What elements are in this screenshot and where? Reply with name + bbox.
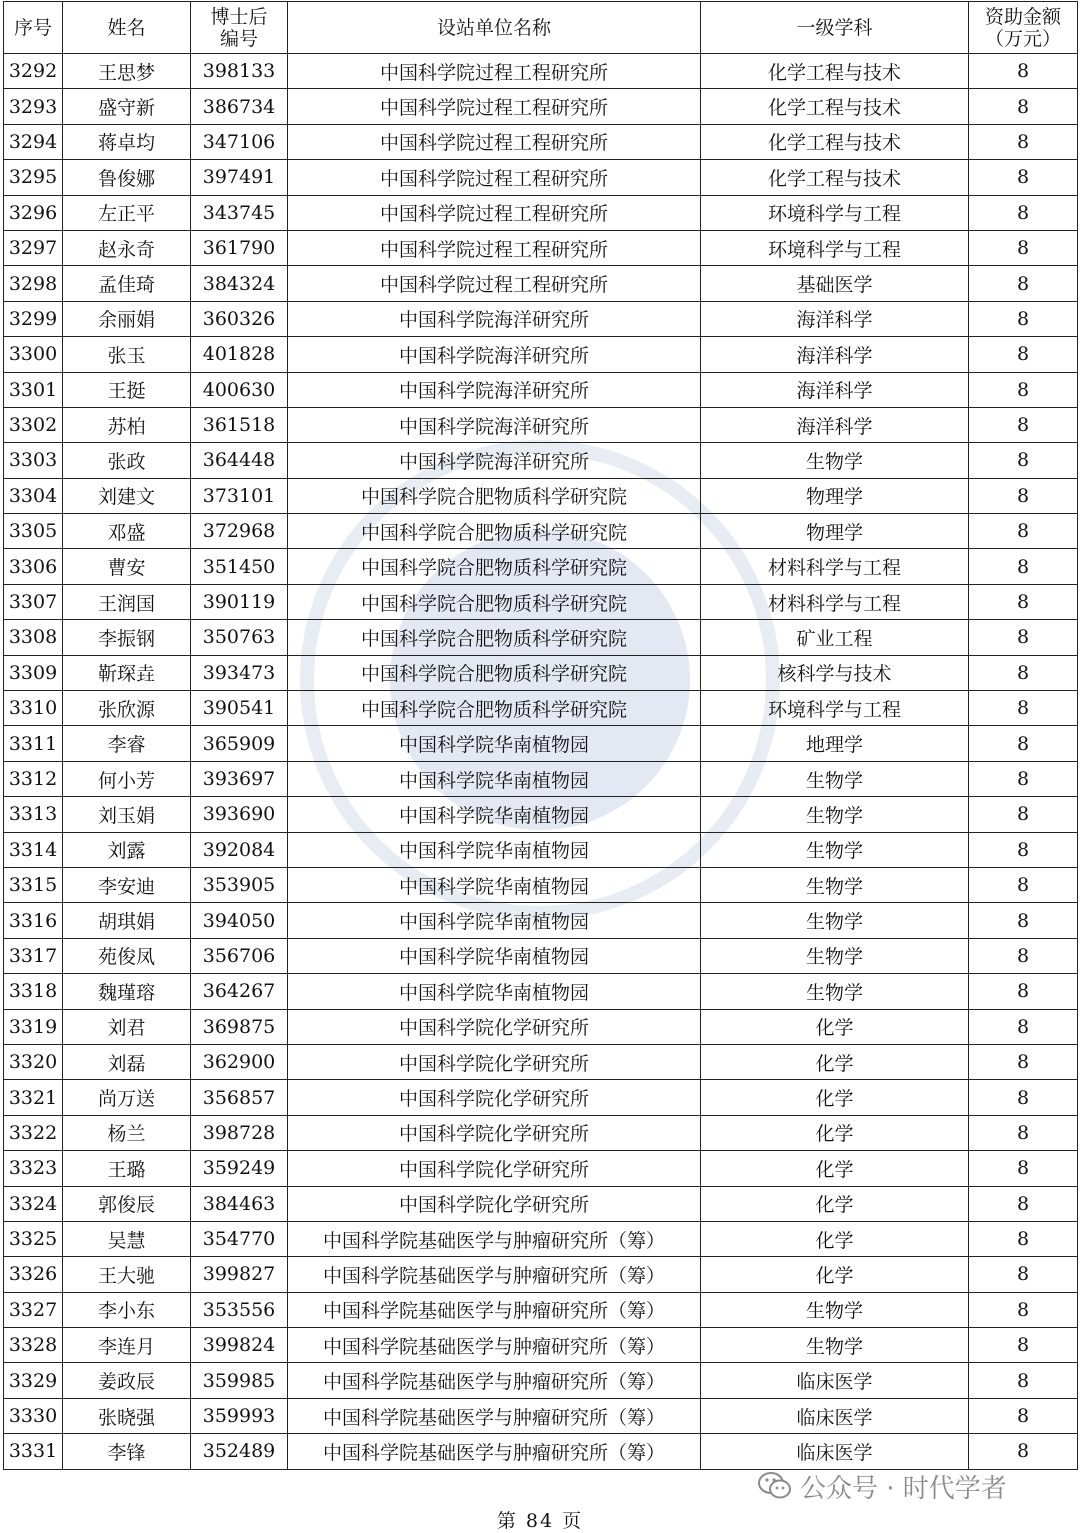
cell-postdoc-id: 401828 xyxy=(191,337,288,372)
table-row xyxy=(4,1434,1078,1469)
cell-amount: 8 xyxy=(969,1115,1078,1150)
cell-name: 郭俊辰 xyxy=(63,1186,191,1221)
table-row xyxy=(4,266,1078,301)
cell-seq: 3312 xyxy=(4,761,63,796)
cell-name: 邓盛 xyxy=(63,514,191,549)
cell-name: 吴慧 xyxy=(63,1221,191,1256)
cell-postdoc-id: 393697 xyxy=(191,761,288,796)
cell-seq: 3311 xyxy=(4,726,63,761)
table-row xyxy=(4,1363,1078,1398)
cell-seq: 3323 xyxy=(4,1151,63,1186)
cell-name: 杨兰 xyxy=(63,1115,191,1150)
cell-unit: 中国科学院过程工程研究所 xyxy=(288,266,701,301)
cell-unit: 中国科学院过程工程研究所 xyxy=(288,160,701,195)
cell-postdoc-id: 353556 xyxy=(191,1292,288,1327)
cell-unit: 中国科学院化学研究所 xyxy=(288,1186,701,1221)
cell-amount: 8 xyxy=(969,1328,1078,1363)
cell-amount: 8 xyxy=(969,89,1078,124)
cell-seq: 3316 xyxy=(4,903,63,938)
cell-subject: 地理学 xyxy=(701,726,969,761)
cell-seq: 3331 xyxy=(4,1434,63,1469)
account-watermark-text: 公众号 · 时代学者 xyxy=(800,1473,1007,1504)
cell-name: 王挺 xyxy=(63,372,191,407)
table-row xyxy=(4,1186,1078,1221)
cell-unit: 中国科学院合肥物质科学研究院 xyxy=(288,514,701,549)
cell-seq: 3295 xyxy=(4,160,63,195)
table-row xyxy=(4,1221,1078,1256)
cell-name: 尚万送 xyxy=(63,1080,191,1115)
cell-amount: 8 xyxy=(969,266,1078,301)
header-subject: 一级学科 xyxy=(701,2,969,54)
cell-unit: 中国科学院华南植物园 xyxy=(288,867,701,902)
cell-postdoc-id: 384463 xyxy=(191,1186,288,1221)
cell-unit: 中国科学院合肥物质科学研究院 xyxy=(288,691,701,726)
cell-seq: 3327 xyxy=(4,1292,63,1327)
cell-postdoc-id: 364267 xyxy=(191,974,288,1009)
cell-postdoc-id: 360326 xyxy=(191,301,288,336)
table-row xyxy=(4,301,1078,336)
cell-subject: 临床医学 xyxy=(701,1398,969,1433)
table-row xyxy=(4,1151,1078,1186)
cell-unit: 中国科学院华南植物园 xyxy=(288,938,701,973)
cell-subject: 生物学 xyxy=(701,1328,969,1363)
cell-name: 张晓强 xyxy=(63,1398,191,1433)
cell-postdoc-id: 398133 xyxy=(191,54,288,89)
table-header-row xyxy=(4,2,1078,54)
cell-unit: 中国科学院合肥物质科学研究院 xyxy=(288,584,701,619)
cell-postdoc-id: 390119 xyxy=(191,584,288,619)
cell-name: 李安迪 xyxy=(63,867,191,902)
cell-subject: 物理学 xyxy=(701,478,969,513)
cell-seq: 3321 xyxy=(4,1080,63,1115)
cell-seq: 3308 xyxy=(4,620,63,655)
cell-seq: 3317 xyxy=(4,938,63,973)
cell-seq: 3325 xyxy=(4,1221,63,1256)
cell-postdoc-id: 361790 xyxy=(191,230,288,265)
cell-unit: 中国科学院基础医学与肿瘤研究所（筹） xyxy=(288,1257,701,1292)
cell-unit: 中国科学院过程工程研究所 xyxy=(288,89,701,124)
cell-amount: 8 xyxy=(969,195,1078,230)
cell-postdoc-id: 356857 xyxy=(191,1080,288,1115)
cell-amount: 8 xyxy=(969,1009,1078,1044)
cell-amount: 8 xyxy=(969,1434,1078,1469)
cell-unit: 中国科学院华南植物园 xyxy=(288,974,701,1009)
header-postdoc-id xyxy=(191,2,288,54)
cell-seq: 3304 xyxy=(4,478,63,513)
cell-postdoc-id: 364448 xyxy=(191,443,288,478)
cell-amount: 8 xyxy=(969,1221,1078,1256)
page-number: 第 84 页 xyxy=(496,1510,584,1532)
table-row xyxy=(4,160,1078,195)
cell-subject: 海洋科学 xyxy=(701,301,969,336)
cell-unit: 中国科学院合肥物质科学研究院 xyxy=(288,478,701,513)
cell-seq: 3329 xyxy=(4,1363,63,1398)
cell-name: 李连月 xyxy=(63,1328,191,1363)
table-row xyxy=(4,903,1078,938)
cell-unit: 中国科学院过程工程研究所 xyxy=(288,54,701,89)
cell-name: 刘玉娟 xyxy=(63,797,191,832)
cell-seq: 3294 xyxy=(4,124,63,159)
cell-postdoc-id: 394050 xyxy=(191,903,288,938)
cell-unit: 中国科学院过程工程研究所 xyxy=(288,124,701,159)
header-amount-line1: 资助金额 xyxy=(984,5,1061,28)
cell-seq: 3309 xyxy=(4,655,63,690)
cell-amount: 8 xyxy=(969,443,1078,478)
cell-seq: 3296 xyxy=(4,195,63,230)
table-row xyxy=(4,54,1078,89)
header-name: 姓名 xyxy=(63,2,191,54)
cell-name: 刘磊 xyxy=(63,1044,191,1079)
table-row xyxy=(4,514,1078,549)
table-row xyxy=(4,938,1078,973)
cell-seq: 3305 xyxy=(4,514,63,549)
cell-subject: 生物学 xyxy=(701,1292,969,1327)
cell-amount: 8 xyxy=(969,337,1078,372)
cell-amount: 8 xyxy=(969,584,1078,619)
wechat-icon xyxy=(758,1471,792,1501)
cell-unit: 中国科学院化学研究所 xyxy=(288,1044,701,1079)
table-row xyxy=(4,691,1078,726)
cell-name: 张玉 xyxy=(63,337,191,372)
cell-subject: 生物学 xyxy=(701,443,969,478)
table-row xyxy=(4,372,1078,407)
cell-postdoc-id: 359985 xyxy=(191,1363,288,1398)
cell-subject: 化学 xyxy=(701,1080,969,1115)
cell-seq: 3326 xyxy=(4,1257,63,1292)
cell-subject: 生物学 xyxy=(701,832,969,867)
cell-postdoc-id: 397491 xyxy=(191,160,288,195)
table-row xyxy=(4,230,1078,265)
cell-unit: 中国科学院华南植物园 xyxy=(288,797,701,832)
cell-subject: 海洋科学 xyxy=(701,407,969,442)
cell-unit: 中国科学院化学研究所 xyxy=(288,1151,701,1186)
cell-postdoc-id: 373101 xyxy=(191,478,288,513)
cell-postdoc-id: 399824 xyxy=(191,1328,288,1363)
cell-name: 孟佳琦 xyxy=(63,266,191,301)
cell-amount: 8 xyxy=(969,407,1078,442)
cell-seq: 3310 xyxy=(4,691,63,726)
header-amount xyxy=(969,2,1078,54)
cell-name: 李锋 xyxy=(63,1434,191,1469)
cell-amount: 8 xyxy=(969,903,1078,938)
table-row xyxy=(4,867,1078,902)
header-amount-line2: （万元） xyxy=(984,27,1061,50)
table-row xyxy=(4,1398,1078,1433)
cell-subject: 海洋科学 xyxy=(701,337,969,372)
cell-amount: 8 xyxy=(969,1292,1078,1327)
cell-name: 王思梦 xyxy=(63,54,191,89)
cell-postdoc-id: 354770 xyxy=(191,1221,288,1256)
cell-postdoc-id: 347106 xyxy=(191,124,288,159)
cell-postdoc-id: 400630 xyxy=(191,372,288,407)
cell-subject: 化学 xyxy=(701,1257,969,1292)
cell-subject: 化学 xyxy=(701,1186,969,1221)
table-row xyxy=(4,549,1078,584)
cell-amount: 8 xyxy=(969,867,1078,902)
cell-subject: 核科学与技术 xyxy=(701,655,969,690)
cell-name: 曹安 xyxy=(63,549,191,584)
cell-subject: 环境科学与工程 xyxy=(701,230,969,265)
cell-amount: 8 xyxy=(969,54,1078,89)
cell-unit: 中国科学院合肥物质科学研究院 xyxy=(288,655,701,690)
cell-unit: 中国科学院基础医学与肿瘤研究所（筹） xyxy=(288,1221,701,1256)
cell-name: 余丽娟 xyxy=(63,301,191,336)
cell-unit: 中国科学院化学研究所 xyxy=(288,1115,701,1150)
cell-seq: 3306 xyxy=(4,549,63,584)
cell-name: 赵永奇 xyxy=(63,230,191,265)
cell-seq: 3300 xyxy=(4,337,63,372)
cell-postdoc-id: 365909 xyxy=(191,726,288,761)
cell-seq: 3328 xyxy=(4,1328,63,1363)
table-row xyxy=(4,1044,1078,1079)
cell-unit: 中国科学院海洋研究所 xyxy=(288,301,701,336)
cell-name: 靳琛垚 xyxy=(63,655,191,690)
table-row xyxy=(4,726,1078,761)
table-row xyxy=(4,195,1078,230)
cell-postdoc-id: 350763 xyxy=(191,620,288,655)
table-row xyxy=(4,124,1078,159)
table-row xyxy=(4,620,1078,655)
cell-subject: 化学工程与技术 xyxy=(701,89,969,124)
cell-unit: 中国科学院华南植物园 xyxy=(288,761,701,796)
funding-roster-table xyxy=(3,1,1078,1470)
table-body xyxy=(4,54,1078,1470)
cell-unit: 中国科学院基础医学与肿瘤研究所（筹） xyxy=(288,1434,701,1469)
cell-postdoc-id: 359249 xyxy=(191,1151,288,1186)
cell-postdoc-id: 356706 xyxy=(191,938,288,973)
cell-amount: 8 xyxy=(969,1186,1078,1221)
cell-amount: 8 xyxy=(969,761,1078,796)
cell-name: 胡琪娟 xyxy=(63,903,191,938)
cell-name: 蒋卓均 xyxy=(63,124,191,159)
cell-name: 姜政辰 xyxy=(63,1363,191,1398)
cell-subject: 物理学 xyxy=(701,514,969,549)
cell-amount: 8 xyxy=(969,974,1078,1009)
cell-seq: 3297 xyxy=(4,230,63,265)
cell-seq: 3307 xyxy=(4,584,63,619)
cell-name: 盛守新 xyxy=(63,89,191,124)
cell-postdoc-id: 398728 xyxy=(191,1115,288,1150)
cell-unit: 中国科学院华南植物园 xyxy=(288,903,701,938)
cell-seq: 3303 xyxy=(4,443,63,478)
cell-subject: 材料科学与工程 xyxy=(701,549,969,584)
cell-amount: 8 xyxy=(969,301,1078,336)
cell-subject: 临床医学 xyxy=(701,1363,969,1398)
cell-subject: 化学 xyxy=(701,1044,969,1079)
cell-amount: 8 xyxy=(969,1080,1078,1115)
table-row xyxy=(4,478,1078,513)
header-unit: 设站单位名称 xyxy=(288,2,701,54)
cell-amount: 8 xyxy=(969,1257,1078,1292)
cell-unit: 中国科学院海洋研究所 xyxy=(288,372,701,407)
cell-subject: 基础医学 xyxy=(701,266,969,301)
cell-unit: 中国科学院基础医学与肿瘤研究所（筹） xyxy=(288,1328,701,1363)
cell-postdoc-id: 390541 xyxy=(191,691,288,726)
cell-amount: 8 xyxy=(969,549,1078,584)
table-row xyxy=(4,1115,1078,1150)
cell-postdoc-id: 361518 xyxy=(191,407,288,442)
cell-unit: 中国科学院华南植物园 xyxy=(288,726,701,761)
cell-seq: 3302 xyxy=(4,407,63,442)
table-row xyxy=(4,1080,1078,1115)
cell-seq: 3324 xyxy=(4,1186,63,1221)
cell-subject: 化学 xyxy=(701,1009,969,1044)
table-row xyxy=(4,761,1078,796)
cell-name: 鲁俊娜 xyxy=(63,160,191,195)
cell-subject: 生物学 xyxy=(701,903,969,938)
cell-name: 苑俊凤 xyxy=(63,938,191,973)
cell-amount: 8 xyxy=(969,160,1078,195)
cell-amount: 8 xyxy=(969,1044,1078,1079)
cell-subject: 化学工程与技术 xyxy=(701,54,969,89)
cell-seq: 3292 xyxy=(4,54,63,89)
cell-amount: 8 xyxy=(969,1398,1078,1433)
cell-unit: 中国科学院基础医学与肿瘤研究所（筹） xyxy=(288,1363,701,1398)
cell-subject: 材料科学与工程 xyxy=(701,584,969,619)
cell-name: 李小东 xyxy=(63,1292,191,1327)
cell-postdoc-id: 353905 xyxy=(191,867,288,902)
cell-subject: 生物学 xyxy=(701,974,969,1009)
cell-amount: 8 xyxy=(969,124,1078,159)
table-row xyxy=(4,89,1078,124)
cell-name: 苏柏 xyxy=(63,407,191,442)
cell-postdoc-id: 359993 xyxy=(191,1398,288,1433)
header-postdoc-id-line2: 编号 xyxy=(219,27,258,50)
cell-seq: 3330 xyxy=(4,1398,63,1433)
cell-subject: 生物学 xyxy=(701,761,969,796)
cell-seq: 3299 xyxy=(4,301,63,336)
cell-seq: 3301 xyxy=(4,372,63,407)
cell-postdoc-id: 369875 xyxy=(191,1009,288,1044)
cell-seq: 3315 xyxy=(4,867,63,902)
cell-amount: 8 xyxy=(969,832,1078,867)
table-row xyxy=(4,337,1078,372)
cell-unit: 中国科学院合肥物质科学研究院 xyxy=(288,549,701,584)
table-row xyxy=(4,584,1078,619)
cell-subject: 化学 xyxy=(701,1115,969,1150)
cell-postdoc-id: 384324 xyxy=(191,266,288,301)
cell-amount: 8 xyxy=(969,1363,1078,1398)
header-postdoc-id-line1: 博士后 xyxy=(210,5,268,28)
cell-subject: 化学工程与技术 xyxy=(701,124,969,159)
table-row xyxy=(4,407,1078,442)
cell-unit: 中国科学院华南植物园 xyxy=(288,832,701,867)
cell-unit: 中国科学院海洋研究所 xyxy=(288,443,701,478)
cell-name: 刘建文 xyxy=(63,478,191,513)
cell-postdoc-id: 386734 xyxy=(191,89,288,124)
cell-subject: 化学 xyxy=(701,1221,969,1256)
cell-unit: 中国科学院合肥物质科学研究院 xyxy=(288,620,701,655)
cell-postdoc-id: 399827 xyxy=(191,1257,288,1292)
cell-subject: 环境科学与工程 xyxy=(701,691,969,726)
cell-amount: 8 xyxy=(969,372,1078,407)
cell-unit: 中国科学院基础医学与肿瘤研究所（筹） xyxy=(288,1398,701,1433)
table-row xyxy=(4,1009,1078,1044)
table-row xyxy=(4,1257,1078,1292)
cell-seq: 3322 xyxy=(4,1115,63,1150)
cell-subject: 生物学 xyxy=(701,867,969,902)
cell-subject: 临床医学 xyxy=(701,1434,969,1469)
cell-subject: 环境科学与工程 xyxy=(701,195,969,230)
cell-amount: 8 xyxy=(969,1151,1078,1186)
cell-name: 刘露 xyxy=(63,832,191,867)
cell-subject: 化学 xyxy=(701,1151,969,1186)
cell-amount: 8 xyxy=(969,797,1078,832)
cell-amount: 8 xyxy=(969,230,1078,265)
cell-seq: 3314 xyxy=(4,832,63,867)
cell-seq: 3318 xyxy=(4,974,63,1009)
cell-seq: 3320 xyxy=(4,1044,63,1079)
cell-postdoc-id: 372968 xyxy=(191,514,288,549)
header-seq: 序号 xyxy=(4,2,63,54)
table-row xyxy=(4,832,1078,867)
cell-unit: 中国科学院化学研究所 xyxy=(288,1009,701,1044)
cell-name: 李睿 xyxy=(63,726,191,761)
cell-seq: 3298 xyxy=(4,266,63,301)
cell-unit: 中国科学院过程工程研究所 xyxy=(288,195,701,230)
cell-seq: 3319 xyxy=(4,1009,63,1044)
cell-amount: 8 xyxy=(969,514,1078,549)
cell-unit: 中国科学院海洋研究所 xyxy=(288,337,701,372)
cell-amount: 8 xyxy=(969,938,1078,973)
cell-name: 左正平 xyxy=(63,195,191,230)
cell-name: 李振钢 xyxy=(63,620,191,655)
cell-name: 王润国 xyxy=(63,584,191,619)
cell-unit: 中国科学院海洋研究所 xyxy=(288,407,701,442)
cell-postdoc-id: 392084 xyxy=(191,832,288,867)
cell-postdoc-id: 393473 xyxy=(191,655,288,690)
cell-name: 王璐 xyxy=(63,1151,191,1186)
cell-unit: 中国科学院化学研究所 xyxy=(288,1080,701,1115)
cell-amount: 8 xyxy=(969,478,1078,513)
cell-name: 刘君 xyxy=(63,1009,191,1044)
cell-amount: 8 xyxy=(969,691,1078,726)
table-row xyxy=(4,1292,1078,1327)
cell-unit: 中国科学院过程工程研究所 xyxy=(288,230,701,265)
cell-subject: 化学工程与技术 xyxy=(701,160,969,195)
table-row xyxy=(4,1328,1078,1363)
cell-postdoc-id: 362900 xyxy=(191,1044,288,1079)
table-row xyxy=(4,443,1078,478)
cell-subject: 生物学 xyxy=(701,938,969,973)
cell-seq: 3313 xyxy=(4,797,63,832)
cell-subject: 海洋科学 xyxy=(701,372,969,407)
table-row xyxy=(4,797,1078,832)
cell-unit: 中国科学院基础医学与肿瘤研究所（筹） xyxy=(288,1292,701,1327)
cell-amount: 8 xyxy=(969,726,1078,761)
cell-subject: 矿业工程 xyxy=(701,620,969,655)
cell-postdoc-id: 352489 xyxy=(191,1434,288,1469)
cell-postdoc-id: 393690 xyxy=(191,797,288,832)
cell-amount: 8 xyxy=(969,620,1078,655)
table-row xyxy=(4,655,1078,690)
cell-postdoc-id: 343745 xyxy=(191,195,288,230)
cell-name: 张政 xyxy=(63,443,191,478)
cell-seq: 3293 xyxy=(4,89,63,124)
cell-name: 魏瑾瑢 xyxy=(63,974,191,1009)
cell-subject: 生物学 xyxy=(701,797,969,832)
cell-name: 王大驰 xyxy=(63,1257,191,1292)
cell-name: 张欣源 xyxy=(63,691,191,726)
account-watermark xyxy=(758,1468,1058,1504)
table-row xyxy=(4,974,1078,1009)
cell-amount: 8 xyxy=(969,655,1078,690)
cell-name: 何小芳 xyxy=(63,761,191,796)
cell-postdoc-id: 351450 xyxy=(191,549,288,584)
